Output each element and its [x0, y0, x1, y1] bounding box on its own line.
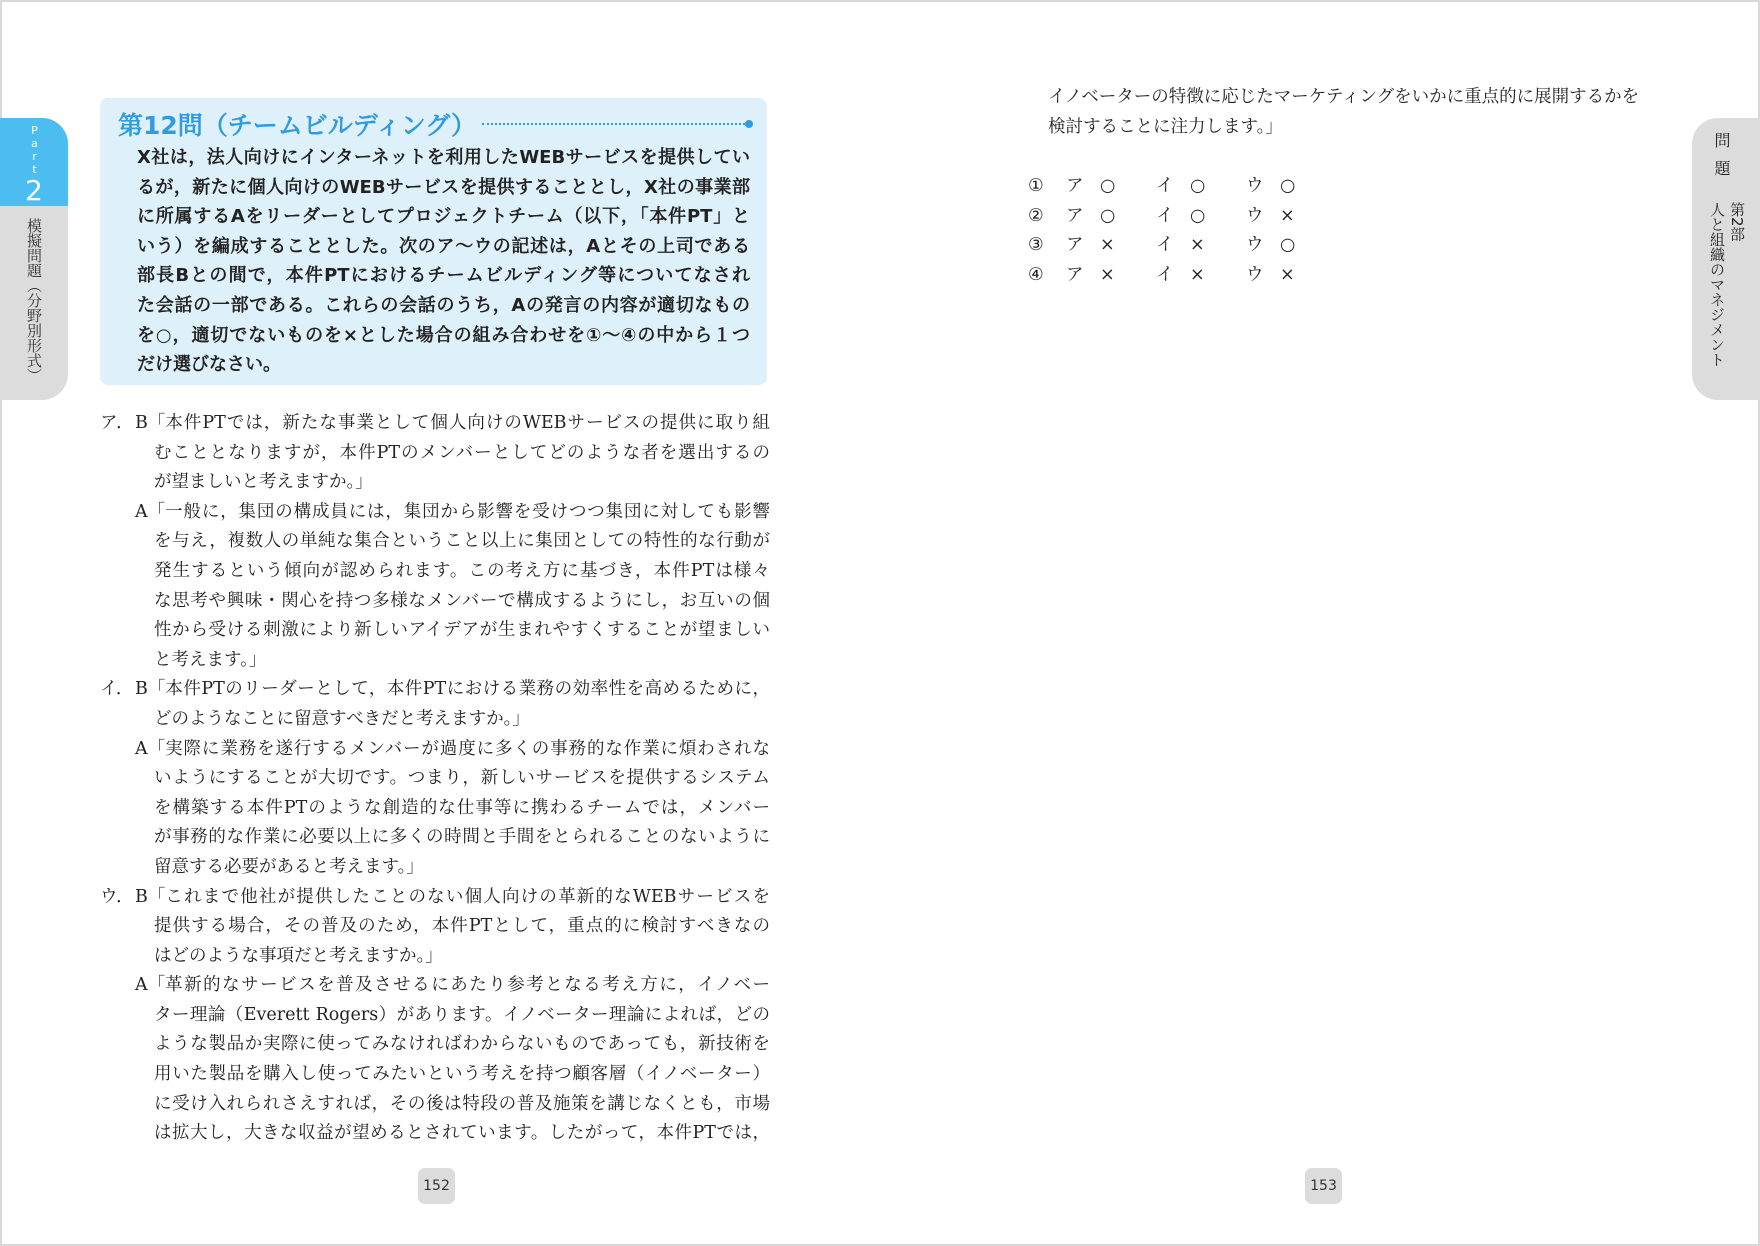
- continued-line: 検討することに注力します。」: [1048, 116, 1283, 137]
- question-text: [137, 143, 750, 380]
- item-label: イ．: [100, 679, 134, 700]
- option-number: ②: [1028, 205, 1044, 226]
- dialogue-body: [100, 409, 770, 1149]
- dialogue-line: と考えます。」: [154, 649, 267, 670]
- side-tab-section: 問題: [1712, 132, 1731, 188]
- question-line: た会話の一部である。これらの会話のうち，Aの発言の内容が適切なもの: [137, 294, 750, 316]
- dialogue-line: が望ましいと考えますか。」: [154, 472, 373, 493]
- side-tab-right: [1692, 118, 1760, 400]
- option-mark: ×: [1100, 235, 1115, 256]
- answer-option-3: [1028, 231, 1328, 261]
- page-number-left: 152: [418, 1168, 455, 1204]
- continued-text: [1048, 83, 1668, 142]
- dialogue-line: 一般に，集団の構成員には，集団から影響を受けつつ集団に対しても影響: [165, 501, 770, 522]
- option-mark: ○: [1100, 176, 1116, 196]
- option-key: ウ: [1246, 205, 1264, 226]
- speaker-a: A「: [135, 975, 166, 996]
- speaker-b: B「: [135, 413, 166, 433]
- speaker-a: A「: [135, 501, 166, 522]
- dialogue-line: 発生するという傾向が認められます。この考え方に基づき，本件PTは様々: [154, 560, 770, 581]
- dialogue-line: 性から受ける刺激により新しいアイデアが生まれやすくすることが望ましい: [154, 620, 770, 641]
- option-key: ア: [1066, 235, 1084, 256]
- part-badge: [0, 118, 68, 206]
- option-mark: ○: [1190, 176, 1206, 196]
- option-number: ④: [1028, 264, 1044, 285]
- question-line: 部長Bとの間で，本件PTにおけるチームビルディング等についてなされ: [137, 265, 750, 287]
- continued-line: イノベーターの特徴に応じたマーケティングをいかに重点的に展開するかを: [1048, 87, 1640, 107]
- part-number: 2: [25, 174, 43, 207]
- question-line: るが，新たに個人向けのWEBサービスを提供することとし，X社の事業部: [137, 176, 750, 198]
- option-mark: ×: [1280, 264, 1295, 285]
- dialogue-line: 革新的なサービスを普及させるにあたり参考となる考え方に，イノベー: [165, 975, 770, 996]
- option-mark: ×: [1190, 264, 1205, 285]
- dialogue-line: ター理論（Everett Rogers）があります。イノベーター理論によれば，どの: [154, 1004, 770, 1025]
- dialogue-line: が事務的な作業に必要以上に多くの時間と手間をとられることのないように: [154, 827, 770, 848]
- option-key: ウ: [1246, 235, 1264, 256]
- dialogue-line: はどのような事項だと考えますか。」: [154, 945, 443, 966]
- dialogue-line: どのようなことに留意すべきだと考えますか。」: [154, 708, 530, 729]
- option-key: ア: [1066, 176, 1084, 196]
- option-mark: ×: [1280, 205, 1295, 226]
- question-header: [118, 106, 753, 142]
- dialogue-line: 本件PTのリーダーとして，本件PTにおける業務の効率性を高めるために，: [165, 679, 770, 700]
- dialogue-line: いようにすることが大切です。つまり，新しいサービスを提供するシステム: [154, 768, 770, 789]
- answer-option-1: [1028, 172, 1328, 202]
- question-line: いう）を編成することとした。次のア〜ウの記述は，Aとその上司である: [137, 235, 750, 257]
- dialogue-line: これまで他社が提供したことのない個人向けの革新的なWEBサービスを: [165, 886, 770, 907]
- option-key: ウ: [1246, 264, 1264, 285]
- option-number: ③: [1028, 235, 1044, 256]
- answer-option-4: [1028, 261, 1328, 291]
- title-dotted-rule: [482, 123, 745, 125]
- speaker-b: B「: [135, 886, 166, 907]
- dialogue-line: ような製品か実際に使ってみなければわからないものであっても，新技術を: [154, 1034, 770, 1055]
- page-number-right: 153: [1305, 1168, 1342, 1204]
- option-mark: ×: [1100, 264, 1115, 285]
- question-line: だけ選びなさい。: [137, 354, 281, 376]
- side-tab-title: 人と組織のマネジメント: [1708, 202, 1726, 367]
- speaker-b: B「: [135, 679, 166, 700]
- dialogue-line: むこととなりますが，本件PTのメンバーとしてどのような者を選出するの: [154, 442, 770, 463]
- dialogue-line: は拡大し，大きな収益が望めるとされています。したがって，本件PTでは，: [154, 1123, 770, 1144]
- dialogue-line: 留意する必要があると考えます。」: [154, 856, 424, 877]
- question-line: X社は，法人向けにインターネットを利用したWEBサービスを提供してい: [137, 147, 750, 168]
- item-label: ウ．: [100, 886, 134, 907]
- option-mark: ○: [1280, 235, 1296, 256]
- option-key: ア: [1066, 205, 1084, 226]
- side-tab-label: 模擬問題（分野別形式）: [25, 218, 43, 383]
- dialogue-line: 本件PTでは，新たな事業として個人向けのWEBサービスの提供に取り組: [165, 413, 770, 433]
- dialogue-line: 用いた製品を購入し使ってみたいという考えを持つ顧客層（イノベーター）: [154, 1064, 770, 1085]
- question-line: を○，適切でないものを×とした場合の組み合わせを①〜④の中から１つ: [137, 324, 750, 346]
- dialogue-line: な思考や興味・関心を持つ多様なメンバーで構成するようにし，お互いの個: [154, 590, 770, 611]
- speaker-a: A「: [135, 738, 166, 759]
- option-mark: ○: [1100, 205, 1116, 226]
- dialogue-line: 提供する場合，その普及のため，本件PTとして，重点的に検討すべきなの: [154, 916, 770, 937]
- title-rule-dot: [745, 120, 753, 128]
- dialogue-line: を構築する本件PTのような創造的な仕事等に携わるチームでは，メンバー: [154, 797, 770, 818]
- option-number: ①: [1028, 176, 1044, 196]
- option-key: ウ: [1246, 176, 1264, 196]
- option-key: ア: [1066, 264, 1084, 285]
- answer-option-2: [1028, 202, 1328, 232]
- option-mark: ○: [1190, 205, 1206, 226]
- question-title: 第12問（チームビルディング）: [118, 111, 477, 140]
- dialogue-line: を与え，複数人の単純な集合ということ以上に集団としての特性的な行動が: [154, 531, 770, 552]
- question-box: [100, 98, 767, 385]
- option-mark: ○: [1280, 176, 1296, 196]
- part-label: Part: [28, 124, 41, 176]
- option-key: イ: [1156, 264, 1174, 285]
- option-key: イ: [1156, 176, 1174, 196]
- side-tab-left: [0, 118, 68, 400]
- answer-options: [1028, 172, 1328, 290]
- dialogue-line: に受け入れられさえすれば，その後は特段の普及施策を講じなくとも，市場: [154, 1093, 770, 1114]
- side-tab-part: 第2部: [1728, 202, 1746, 242]
- item-label: ア．: [100, 413, 134, 433]
- option-key: イ: [1156, 235, 1174, 256]
- option-mark: ×: [1190, 235, 1205, 256]
- question-line: に所属するAをリーダーとしてプロジェクトチーム（以下，「本件PT」と: [137, 206, 750, 228]
- dialogue-line: 実際に業務を遂行するメンバーが過度に多くの事務的な作業に煩わされな: [165, 738, 770, 759]
- option-key: イ: [1156, 205, 1174, 226]
